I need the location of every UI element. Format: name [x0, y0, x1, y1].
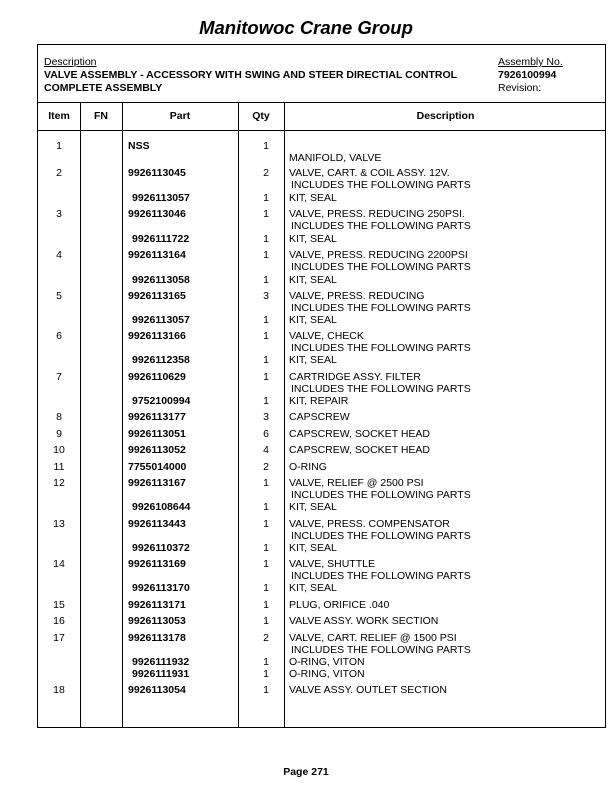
- quantity: 1: [263, 314, 269, 326]
- quantity: 1: [263, 330, 269, 342]
- quantity: 1: [263, 208, 269, 220]
- part-description: CAPSCREW: [289, 411, 350, 423]
- part-description: O-RING, VITON: [289, 668, 365, 680]
- part-description: CARTRIDGE ASSY. FILTER: [289, 371, 421, 383]
- part-number: 9926113165: [128, 290, 186, 302]
- item-number: 3: [56, 208, 62, 220]
- quantity: 2: [263, 461, 269, 473]
- item-number: 10: [53, 444, 65, 456]
- part-number: 9926111932: [132, 656, 190, 668]
- part-number: 7755014000: [128, 461, 187, 473]
- item-number: 17: [53, 632, 65, 644]
- part-description: VALVE, SHUTTLE: [289, 558, 375, 570]
- quantity: 1: [263, 582, 269, 594]
- item-number: 14: [53, 558, 65, 570]
- part-number: 9926113166: [128, 330, 186, 342]
- part-description: CAPSCREW, SOCKET HEAD: [289, 444, 431, 456]
- quantity: 1: [263, 274, 269, 286]
- part-description: VALVE, CART. & COIL ASSY. 12V.: [289, 167, 450, 179]
- part-description: VALVE, RELIEF @ 2500 PSI: [289, 477, 424, 489]
- quantity: 1: [263, 477, 269, 489]
- item-number: 7: [56, 371, 62, 383]
- column-divider: [80, 103, 81, 727]
- quantity: 1: [263, 249, 269, 261]
- part-description: PLUG, ORIFICE .040: [289, 599, 390, 611]
- column-header-fn: FN: [94, 110, 108, 122]
- assembly-description-line1: VALVE ASSEMBLY - ACCESSORY WITH SWING AND STEER DIRECTIAL CONTROL: [44, 69, 458, 81]
- column-divider: [122, 103, 123, 727]
- part-description: INCLUDES THE FOLLOWING PARTS: [291, 261, 471, 273]
- part-description: KIT, SEAL: [289, 192, 337, 204]
- item-number: 18: [53, 684, 65, 696]
- part-number: 9926108644: [132, 501, 191, 513]
- item-number: 4: [56, 249, 62, 261]
- quantity: 1: [263, 668, 269, 680]
- part-number: 9926113054: [128, 684, 186, 696]
- part-number: 9926113058: [132, 274, 190, 286]
- part-number: 9926113051: [128, 428, 186, 440]
- part-description: INCLUDES THE FOLLOWING PARTS: [291, 530, 471, 542]
- part-description: O-RING, VITON: [289, 656, 365, 668]
- assembly-no-label: Assembly No.: [498, 56, 563, 68]
- part-number: 9926113052: [128, 444, 186, 456]
- item-number: 2: [56, 167, 62, 179]
- column-header-description: Description: [416, 110, 475, 122]
- part-description: KIT, SEAL: [289, 542, 337, 554]
- part-number: 9926113177: [128, 411, 186, 423]
- parts-table: [37, 103, 606, 728]
- item-number: 9: [56, 428, 62, 440]
- assembly-header: [37, 44, 606, 103]
- quantity: 1: [263, 354, 269, 366]
- part-number: 9926111722: [132, 233, 190, 245]
- part-description: INCLUDES THE FOLLOWING PARTS: [291, 220, 471, 232]
- quantity: 1: [263, 192, 269, 204]
- assembly-description-line2: COMPLETE ASSEMBLY: [44, 82, 163, 94]
- part-description: VALVE, PRESS. REDUCING 250PSI.: [289, 208, 465, 220]
- quantity: 3: [263, 290, 269, 302]
- part-number: 9926113164: [128, 249, 186, 261]
- quantity: 1: [263, 140, 269, 152]
- part-description: INCLUDES THE FOLLOWING PARTS: [291, 383, 471, 395]
- quantity: 3: [263, 411, 269, 423]
- part-number: 9926113170: [132, 582, 190, 594]
- part-description: KIT, SEAL: [289, 314, 337, 326]
- description-label: Description: [44, 56, 97, 68]
- quantity: 4: [263, 444, 269, 456]
- quantity: 1: [263, 599, 269, 611]
- item-number: 13: [53, 518, 65, 530]
- quantity: 1: [263, 542, 269, 554]
- column-header-qty: Qty: [252, 110, 270, 122]
- part-number: 9926110372: [132, 542, 190, 554]
- part-description: KIT, SEAL: [289, 582, 337, 594]
- header-divider: [38, 130, 605, 131]
- part-number: 9926112358: [132, 354, 190, 366]
- quantity: 1: [263, 501, 269, 513]
- quantity: 2: [263, 632, 269, 644]
- item-number: 16: [53, 615, 65, 627]
- part-number: 9926110629: [128, 371, 186, 383]
- item-number: 12: [53, 477, 65, 489]
- part-description: VALVE ASSY. WORK SECTION: [289, 615, 439, 627]
- page-number: Page 271: [283, 766, 329, 778]
- quantity: 1: [263, 656, 269, 668]
- part-description: CAPSCREW, SOCKET HEAD: [289, 428, 431, 440]
- part-number: NSS: [128, 140, 150, 152]
- part-description: VALVE, PRESS. REDUCING 2200PSI: [289, 249, 468, 261]
- part-description: VALVE, PRESS. REDUCING: [289, 290, 425, 302]
- part-description: O-RING: [289, 461, 327, 473]
- column-header-part: Part: [169, 110, 191, 122]
- page-title: Manitowoc Crane Group: [199, 17, 413, 38]
- part-number: 9752100994: [132, 395, 191, 407]
- quantity: 2: [263, 167, 269, 179]
- quantity: 1: [263, 558, 269, 570]
- part-description: INCLUDES THE FOLLOWING PARTS: [291, 644, 471, 656]
- assembly-number: 7926100994: [498, 69, 557, 81]
- part-number: 9926111931: [132, 668, 190, 680]
- part-description: MANIFOLD, VALVE: [289, 152, 382, 164]
- part-description: INCLUDES THE FOLLOWING PARTS: [291, 342, 471, 354]
- part-number: 9926113178: [128, 632, 186, 644]
- part-number: 9926113057: [132, 192, 190, 204]
- part-description: KIT, SEAL: [289, 274, 337, 286]
- part-description: VALVE, PRESS. COMPENSATOR: [289, 518, 450, 530]
- item-number: 6: [56, 330, 62, 342]
- part-description: INCLUDES THE FOLLOWING PARTS: [291, 302, 471, 314]
- quantity: 6: [263, 428, 269, 440]
- part-number: 9926113057: [132, 314, 190, 326]
- item-number: 11: [53, 461, 65, 473]
- quantity: 1: [263, 371, 269, 383]
- part-description: KIT, REPAIR: [289, 395, 349, 407]
- quantity: 1: [263, 233, 269, 245]
- quantity: 1: [263, 395, 269, 407]
- quantity: 1: [263, 518, 269, 530]
- item-number: 15: [53, 599, 65, 611]
- part-description: KIT, SEAL: [289, 233, 337, 245]
- part-description: INCLUDES THE FOLLOWING PARTS: [291, 179, 471, 191]
- part-description: VALVE, CHECK: [289, 330, 364, 342]
- part-description: INCLUDES THE FOLLOWING PARTS: [291, 489, 471, 501]
- part-number: 9926113171: [128, 599, 186, 611]
- part-number: 9926113045: [128, 167, 186, 179]
- part-description: KIT, SEAL: [289, 501, 337, 513]
- part-description: VALVE ASSY. OUTLET SECTION: [289, 684, 447, 696]
- part-description: INCLUDES THE FOLLOWING PARTS: [291, 570, 471, 582]
- revision-label: Revision:: [498, 82, 542, 94]
- part-number: 9926113053: [128, 615, 186, 627]
- quantity: 1: [263, 615, 269, 627]
- item-number: 8: [56, 411, 62, 423]
- item-number: 1: [56, 140, 62, 152]
- part-description: VALVE, CART. RELIEF @ 1500 PSI: [289, 632, 457, 644]
- quantity: 1: [263, 684, 269, 696]
- part-number: 9926113169: [128, 558, 186, 570]
- part-number: 9926113046: [128, 208, 186, 220]
- item-number: 5: [56, 290, 62, 302]
- part-number: 9926113167: [128, 477, 186, 489]
- part-number: 9926113443: [128, 518, 186, 530]
- part-description: KIT, SEAL: [289, 354, 337, 366]
- column-header-item: Item: [48, 110, 70, 122]
